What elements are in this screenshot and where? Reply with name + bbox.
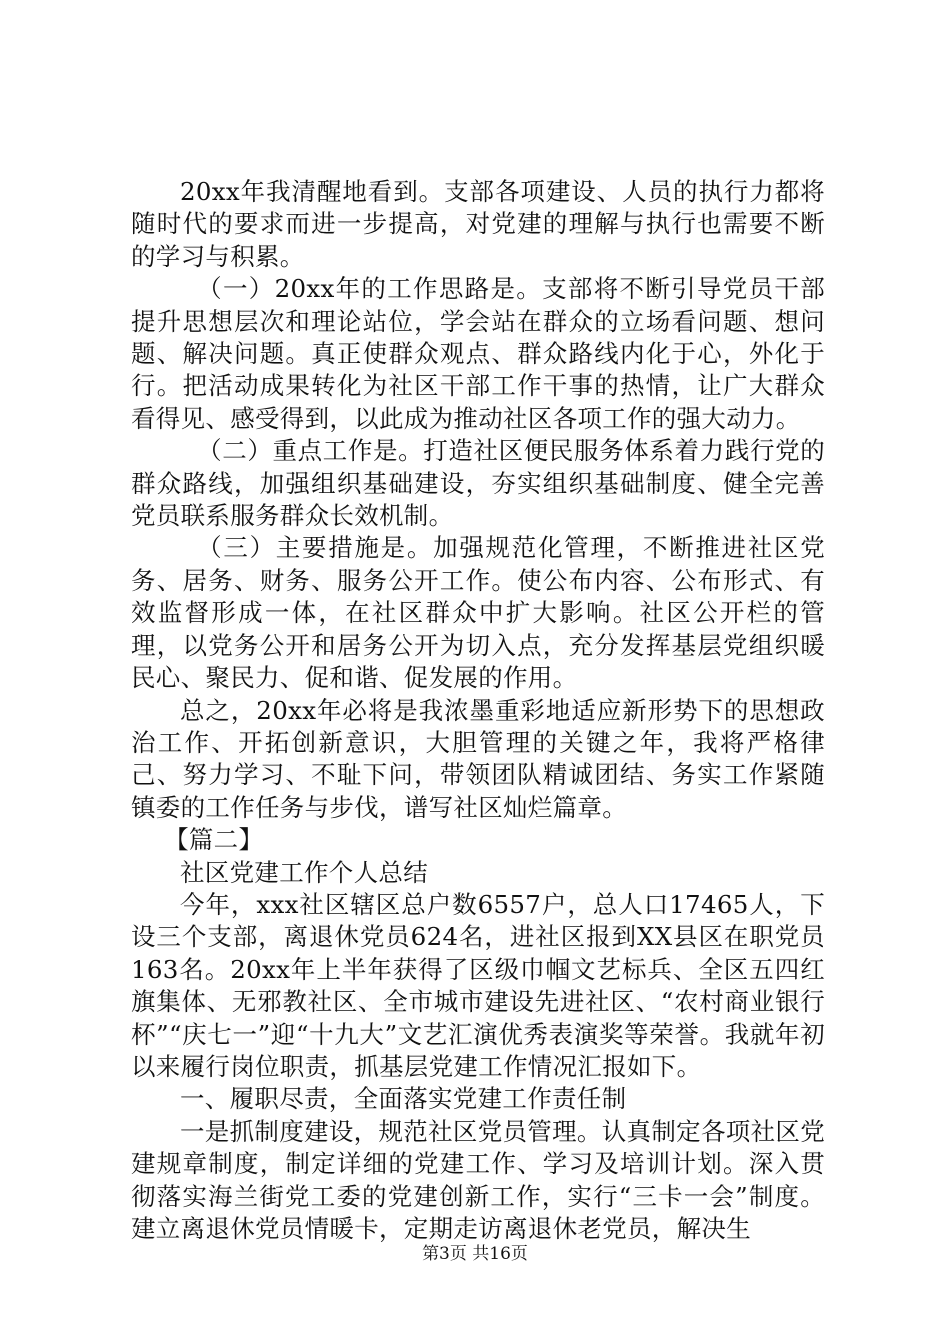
paragraph-key-work: （二）重点工作是。打造社区便民服务体系着力践行党的群众路线，加强组织基础建设，夯实组织基础制度、健全完善党员联系服务群众长效机制。 bbox=[131, 436, 825, 531]
page-footer: 第3页 共16页 bbox=[422, 1244, 528, 1264]
paragraph-work-approach: （一）20xx年的工作思路是。支部将不断引导党员干部提升思想层次和理论站位，学会站在群众的立场看问题、想问题、解决问题。真正使群众观点、群众路线内化于心，外化于行。把活动成果转化为社区干部工作干事的热情，让广大群众看得见、感受得到，以此成为推动社区各项工作的强大动力。 bbox=[131, 274, 825, 433]
subheading-duty: 一、履职尽责，全面落实党建工作责任制 bbox=[180, 1084, 627, 1114]
paragraph-system-building: 一是抓制度建设，规范社区党员管理。认真制定各项社区党建规章制度，制定详细的党建工作、学习及培训计划。深入贯彻落实海兰街党工委的党建创新工作，实行“三卡一会”制度。建立离退休党员情暖卡，定期走访离退休老党员，解决生 bbox=[131, 1116, 825, 1243]
paragraph-main-measures: （三）主要措施是。加强规范化管理，不断推进社区党务、居务、财务、服务公开工作。使公布内容、公布形式、有效监督形成一体，在社区群众中扩大影响。社区公开栏的管理，以党务公开和居务公开为切入点，充分发挥基层党组织暖民心、聚民力、促和谐、促发展的作用。 bbox=[131, 533, 825, 693]
paragraph-intro: 20xx年我清醒地看到。支部各项建设、人员的执行力都将随时代的要求而进一步提高，对党建的理解与执行也需要不断的学习与积累。 bbox=[131, 177, 825, 271]
document-body bbox=[131, 176, 825, 1245]
section-marker: 【篇二】 bbox=[164, 825, 264, 855]
section-title: 社区党建工作个人总结 bbox=[180, 857, 428, 887]
paragraph-conclusion: 总之，20xx年必将是我浓墨重彩地适应新形势下的思想政治工作、开拓创新意识，大胆管理的关键之年，我将严格律己、努力学习、不耻下问，带领团队精诚团结、务实工作紧随镇委的工作任务与步伐，谱写社区灿烂篇章。 bbox=[131, 695, 825, 822]
paragraph-community-overview: 今年，xxx社区辖区总户数6557户，总人口17465人，下设三个支部，离退休党员624名，进社区报到XX县区在职党员163名。20xx年上半年获得了区级巾帼文艺标兵、全区五四红旗集体、无邪教社区、全市城市建设先进社区、“农村商业银行杯”“庆七一”迎“十九大”文艺汇演优秀表演奖等荣誉。我就年初以来履行岗位职责，抓基层党建工作情况汇报如下。 bbox=[131, 889, 826, 1081]
